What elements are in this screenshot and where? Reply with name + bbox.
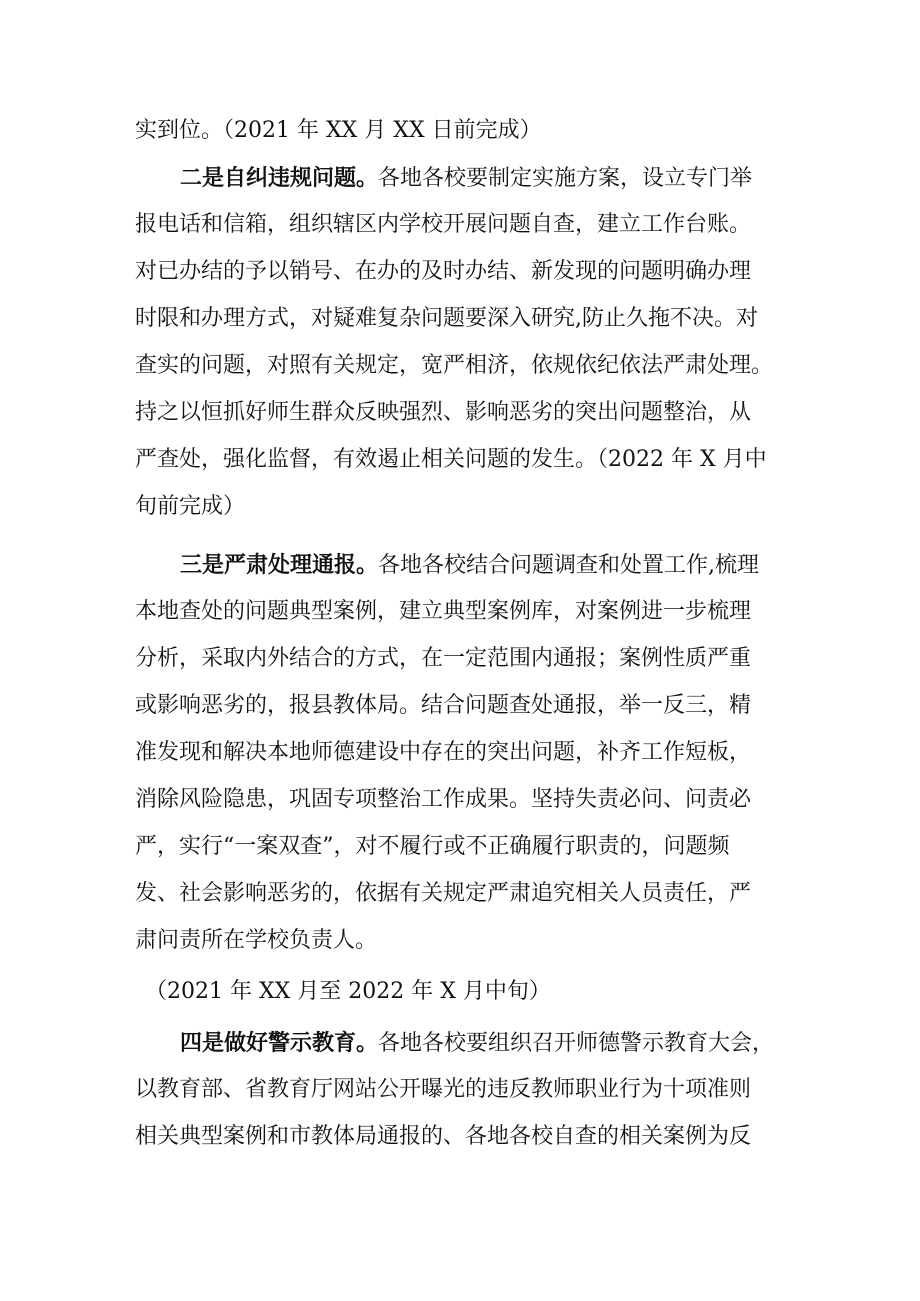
item3-line: 本地查处的问题典型案例，建立典型案例库，对案例进一步梳理	[135, 599, 752, 624]
item2-line: 旬前完成）	[135, 494, 246, 519]
item2-line: 各地各校要制定实施方案，设立专门举	[378, 166, 753, 191]
item2-line: 严查处，强化监督，有效遏止相关问题的发生。（2022 年 X 月中	[135, 447, 767, 472]
continuation-line: 实到位。（2021 年 XX 月 XX 日前完成）	[135, 118, 542, 143]
item4-first-line	[180, 1028, 774, 1058]
item3-line: 准发现和解决本地师德建设中存在的突出问题，补齐工作短板，	[135, 740, 752, 765]
item3-line: 消除风险隐患，巩固专项整治工作成果。坚持失责必问、问责必	[135, 787, 752, 812]
item4-heading: 四是做好警示教育。	[180, 1030, 379, 1056]
item4-line: 相关典型案例和市教体局通报的、各地各校自查的相关案例为反	[135, 1124, 752, 1149]
item2-line: 时限和办理方式，对疑难复杂问题要深入研究,防止久拖不决。对	[135, 306, 758, 331]
item3-heading: 三是严肃处理通报。	[180, 552, 379, 578]
item3-timeline: （2021 年 XX 月至 2022 年 X 月中旬）	[145, 979, 551, 1004]
item3-line: 严，实行“一案双查”，对不履行或不正确履行职责的，问题频	[135, 834, 730, 859]
item3-line: 肃问责所在学校负责人。	[135, 928, 378, 953]
item2-line: 对已办结的予以销号、在办的及时办结、新发现的问题明确办理	[135, 259, 752, 284]
item3-line: 或影响恶劣的，报县教体局。结合问题查处通报，举一反三，精	[135, 693, 752, 718]
item3-line: 各地各校结合问题调查和处置工作,梳理	[378, 553, 760, 578]
item4-line: 各地各校要组织召开师德警示教育大会，	[378, 1031, 775, 1056]
item2-first-line	[180, 163, 752, 193]
item2-line: 报电话和信箱，组织辖区内学校开展问题自查，建立工作台账。	[135, 212, 752, 237]
item3-first-line	[180, 550, 759, 580]
item3-line: 发、社会影响恶劣的，依据有关规定严肃追究相关人员责任，严	[135, 881, 752, 906]
item4-line: 以教育部、省教育厅网站公开曝光的违反教师职业行为十项准则	[135, 1077, 752, 1102]
item2-line: 查实的问题，对照有关规定，宽严相济，依规依纪依法严肃处理。	[135, 353, 774, 378]
item2-line: 持之以恒抓好师生群众反映强烈、影响恶劣的突出问题整治，从	[135, 400, 752, 425]
item3-line: 分析，采取内外结合的方式，在一定范围内通报；案例性质严重	[135, 646, 752, 671]
item2-heading: 二是自纠违规问题。	[180, 165, 379, 191]
